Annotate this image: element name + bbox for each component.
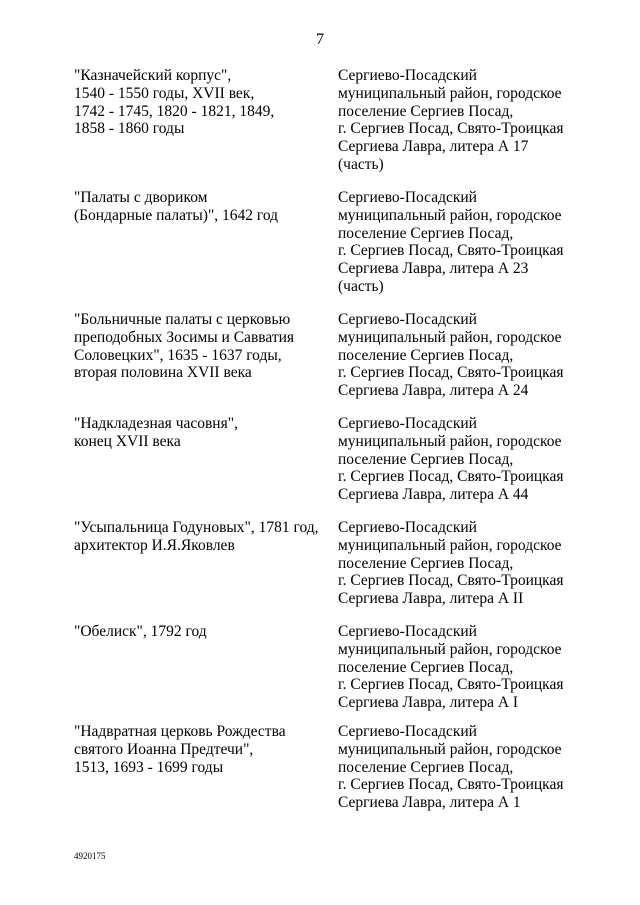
page-number: 7: [316, 31, 324, 48]
object-address: Сергиево-Посадский муниципальный район, городское поселение Сергиев Посад, г. Сергиев Посад, Свято-Троицкая Сергиева Лавра, литера А II: [338, 519, 564, 608]
object-name: "Усыпальница Годуновых", 1781 год, архитектор И.Я.Яковлев: [74, 519, 319, 554]
object-name: "Больничные палаты с церковью преподобных Зосимы и Савватия Соловецких", 1635 - 1637 годы, вторая половина XVII века: [74, 311, 295, 382]
object-name: "Надвратная церковь Рождества святого Иоанна Предтечи", 1513, 1693 - 1699 годы: [74, 723, 286, 776]
object-address: Сергиево-Посадский муниципальный район, городское поселение Сергиев Посад, г. Сергиев Посад, Свято-Троицкая Сергиева Лавра, литера А I: [338, 623, 564, 712]
object-address: Сергиево-Посадский муниципальный район, городское поселение Сергиев Посад, г. Сергиев Посад, Свято-Троицкая Сергиева Лавра, литера А 24: [338, 311, 564, 400]
object-name: "Надкладезная часовня", конец XVII века: [74, 415, 238, 450]
object-address: Сергиево-Посадский муниципальный район, городское поселение Сергиев Посад, г. Сергиев Посад, Свято-Троицкая Сергиева Лавра, литера А 1: [338, 723, 564, 812]
object-address: Сергиево-Посадский муниципальный район, городское поселение Сергиев Посад, г. Сергиев Посад, Свято-Троицкая Сергиева Лавра, литера А 23 (часть): [338, 189, 564, 295]
object-name: "Казначейский корпус", 1540 - 1550 годы, XVII век, 1742 - 1745, 1820 - 1821, 1849, 1858 - 1860 годы: [74, 67, 275, 138]
object-address: Сергиево-Посадский муниципальный район, городское поселение Сергиев Посад, г. Сергиев Посад, Свято-Троицкая Сергиева Лавра, литера А 44: [338, 415, 564, 504]
object-address: Сергиево-Посадский муниципальный район, городское поселение Сергиев Посад, г. Сергиев Посад, Свято-Троицкая Сергиева Лавра, литера А 17 (часть): [338, 67, 564, 173]
object-name: "Обелиск", 1792 год: [74, 623, 207, 640]
object-name: "Палаты с двориком (Бондарные палаты)", 1642 год: [74, 189, 279, 224]
document-code: 4920175: [74, 851, 106, 861]
